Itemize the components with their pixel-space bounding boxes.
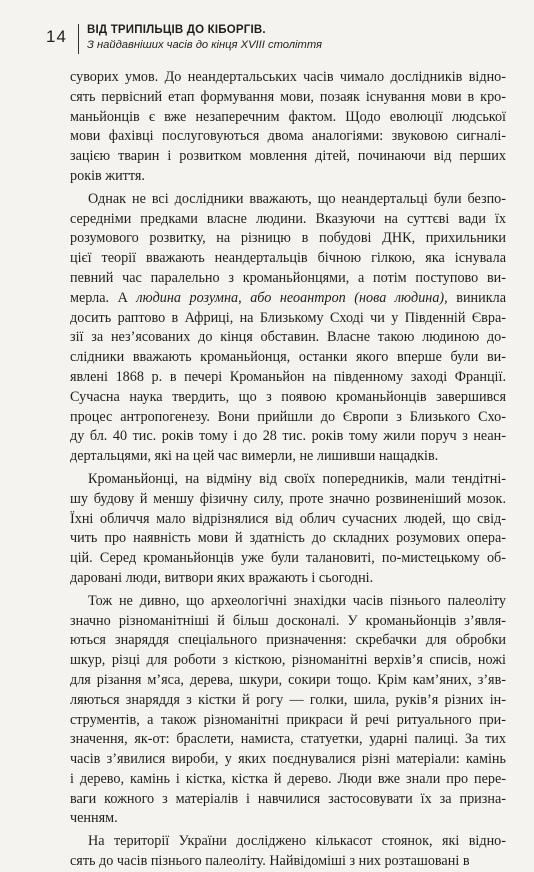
text-line: мови фахівці послуговуються двома аналогіями: звуковою сигналі- (70, 128, 506, 145)
text-line: шкур, різці для роботи з кісткою, різноманітні верхів’я списів, ножі (70, 652, 506, 669)
header-divider (78, 24, 79, 54)
text-line: ваги кожного з матеріалів і навчилися застосовувати їх за призна- (70, 790, 506, 807)
text-line: сять до часів пізнього палеоліту. Найвідоміші з них розташовані в (70, 853, 470, 870)
text-line: досить раптово в Африці, на Близькому Сході чи у Південній Євра- (70, 309, 506, 326)
text-line: років життя. (70, 167, 145, 184)
text-line: явлені 1868 р. в печері Кроманьйон на південному заході Франції. (70, 368, 506, 385)
text-line: значення, як-от: браслети, намиста, статуетки, ударні палиці. За тих (70, 731, 506, 748)
text-line: для різання м’яса, дерева, шкури, сокири тощо. Крім кам’яних, з’яв- (70, 671, 506, 688)
text-line: слідники вважають кроманьйонця, останки якого вперше були ви- (70, 349, 506, 366)
text-line: зацією тварин і розвитком мовлення дітей, починаючи від перших (70, 148, 506, 165)
body-text (70, 68, 506, 872)
text-line: часів з’явилися вироби, у яких поєднувалися різні матеріали: камінь (70, 751, 506, 768)
text-line: Однак не всі дослідники вважають, що неандертальці були безпо- (88, 190, 506, 207)
text-line: і дерево, камінь і кістка, кістка й дерево. Люди вже знали про пере- (70, 770, 506, 787)
text-line: певний час паралельно з кроманьйонцями, а потім поступово ви- (70, 269, 506, 286)
text-line: мерла. А людина розумна, або неоантроп (нова людина), виникла (70, 289, 506, 306)
text-line: Тож не дивно, що археологічні знахідки часів пізнього палеоліту (88, 592, 506, 609)
text-line: дертальцями, які на цей час вимерли, не лишивши нащадків. (70, 448, 439, 465)
paragraph (70, 592, 506, 830)
text-line: Сучасна наука твердить, що з появою кроманьйонців завершився (70, 388, 506, 405)
paragraph (70, 68, 506, 187)
text-line: цієї теорії вважають неандертальців бічною гілкою, яка існувала (70, 250, 506, 267)
text-line: ються знаряддя спеціального призначення: скребачки для обробки (70, 632, 506, 649)
paragraph (70, 190, 506, 467)
page-number: 14 (46, 27, 67, 46)
text-line: шу будову й меншу фізичну силу, проте значно розвиненіший мозок. (70, 490, 506, 507)
book-subtitle: З найдавніших часів до кінця XVIII століття (87, 39, 323, 51)
text-line: ляються знаряддя з кістки й рогу — голки, шила, руків’я різних ін- (70, 691, 506, 708)
text-line: чить про наявність мови й здатність до складних розумових опера- (70, 530, 506, 547)
text-line: На території України досліджено кількасот стоянок, які відно- (88, 833, 506, 850)
book-title: ВІД ТРИПІЛЬЦІВ ДО КІБОРГІВ. (87, 24, 266, 36)
paragraph (70, 470, 506, 589)
text-line: суворих умов. До неандертальських часів чимало дослідників відно- (70, 69, 506, 85)
text-line: ченням. (70, 810, 118, 827)
text-line: ду бл. 40 тис. років тому і до 28 тис. років тому жили поруч з неан- (70, 428, 506, 445)
text-line: сять первісний етап формування мови, позаяк існування мови в кро- (70, 88, 506, 105)
text-line: даровані люди, витвори яких вражають і сьогодні. (70, 569, 374, 586)
paragraph (70, 832, 506, 872)
text-line: зії за нез’ясованих до кінця обставин. Власне такою людиною до- (70, 329, 506, 346)
text-line: процес антропогенезу. Вони прийшли до Європи з Близького Схо- (70, 408, 506, 425)
text-line: маньйонців є вже незаперечним фактом. Щодо еволюції людської (70, 108, 506, 125)
running-header (46, 20, 514, 60)
text-line: Їхні обличчя мало відрізнялися від облич сучасних людей, що свід- (70, 510, 506, 527)
text-line: цій. Серед кроманьйонців уже були талановиті, по-мистецькому об- (70, 550, 506, 567)
emphasis-text: людина розумна, або неоантроп (нова людина), (136, 289, 448, 306)
text-line: значно різноманітніші й більш досконалі. У кроманьйонців з’явля- (70, 612, 506, 629)
text-line: розумового розвитку, на різницю в побудові ДНК, прихильники (70, 230, 506, 247)
text-line: струментів, а також різноманітні прикраси й речі ритуального при- (70, 711, 506, 728)
text-line: Кроманьйонці, на відміну від своїх попередників, мали тендітні- (88, 470, 506, 487)
text-line: середніми предками власне людини. Вказуючи на суттєві вади їх (70, 210, 506, 227)
